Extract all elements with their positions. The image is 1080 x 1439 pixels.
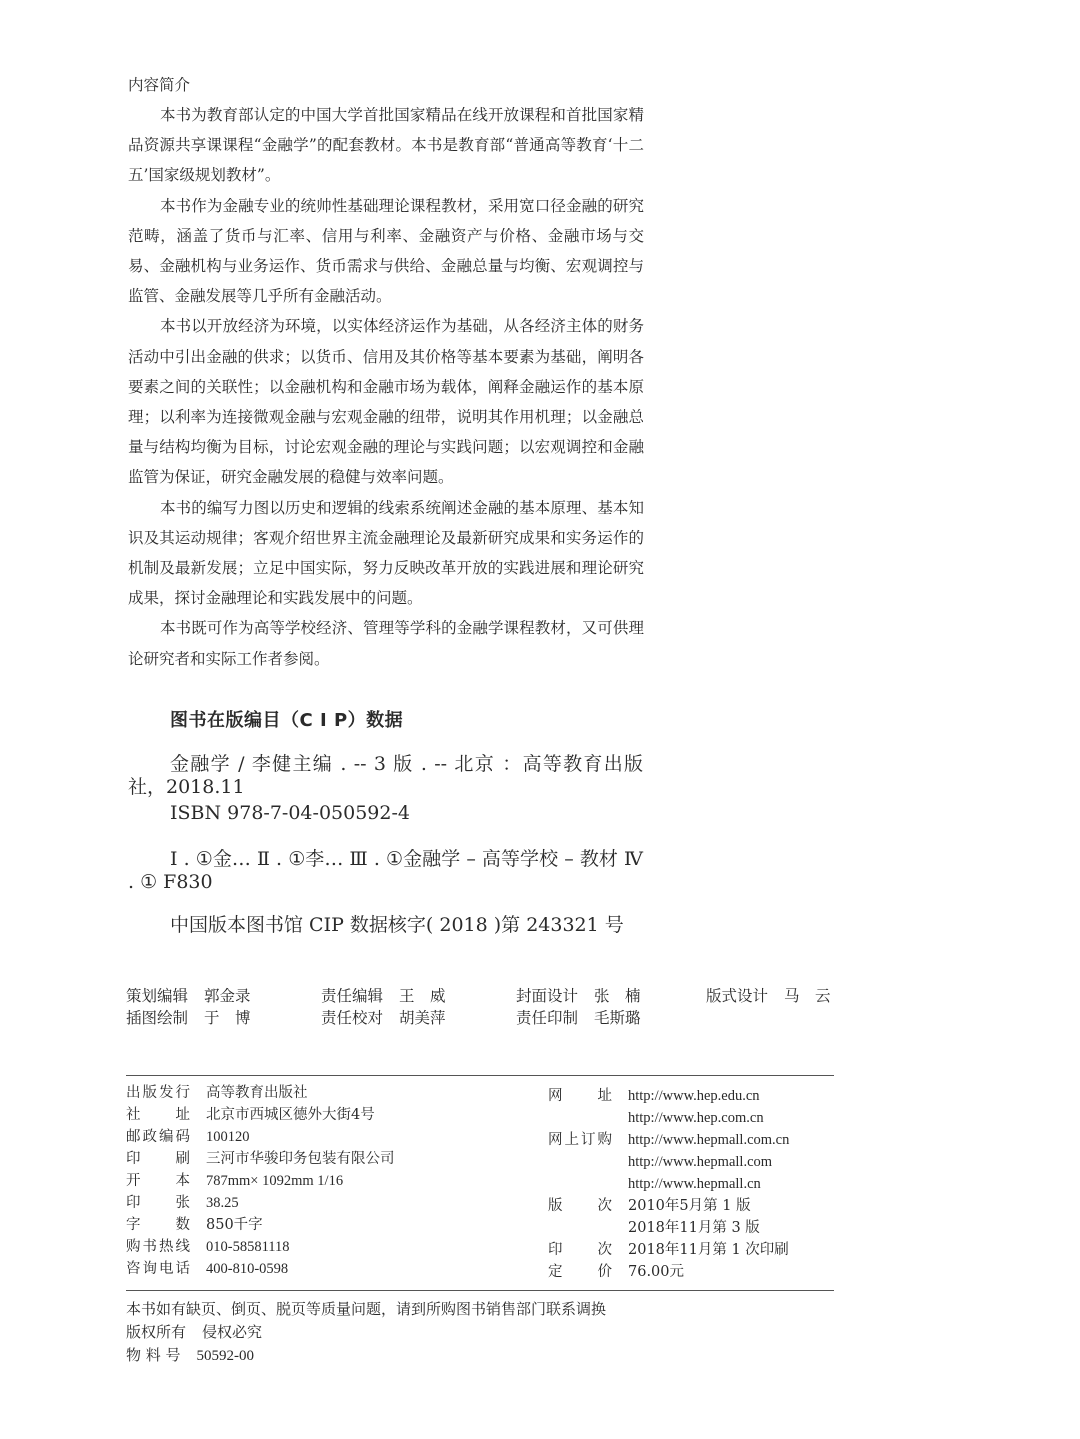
pub-row: 邮政编码 100120	[126, 1129, 250, 1145]
staff-credit: 责任编辑 王 威	[321, 987, 446, 1005]
pub-row: 咨询电话 400-810-0598	[126, 1261, 289, 1277]
website-link: http://www.hep.edu.cn	[628, 1088, 760, 1104]
summary-heading: 内容简介	[128, 76, 191, 94]
cip-isbn: ISBN 978-7-04-050592-4	[170, 802, 410, 824]
price-value: 76.00元	[628, 1264, 685, 1280]
pub-row: 社址 北京市西城区德外大街4号	[126, 1107, 375, 1123]
footer	[126, 1298, 606, 1368]
edition-label: 版次	[548, 1198, 612, 1214]
order-link: http://www.hepmall.com	[628, 1154, 773, 1170]
summary-paragraph: 本书以开放经济为环境，以实体经济运作为基础，从各经济主体的财务活动中引出金融的供求；以货币、信用及其价格等基本要素为基础，阐明各要素之间的关联性；以金融机构和金融市场为载体，阐释金融运作的基本原理；以利率为连接微观金融与宏观金融的纽带，说明其作用机理；以金融总量与结构均衡为目标，讨论宏观金融的理论与实践问题；以宏观调控和金融监管为保证，研究金融发展的稳健与效率问题。	[128, 317, 644, 487]
edition-value: 2010年5月第 1 版	[628, 1198, 751, 1214]
printing-label: 印次	[548, 1242, 612, 1258]
pub-row: 字数 850千字	[126, 1217, 263, 1233]
cip-block	[128, 706, 643, 937]
cip-verification: 中国版本图书馆 CIP 数据核字( 2018 )第 243321 号	[170, 914, 624, 936]
cip-title: 图书在版编目（C I P）数据	[170, 710, 404, 731]
printing-value: 2018年11月第 1 次印刷	[628, 1242, 789, 1258]
quality-notice: 本书如有缺页、倒页、脱页等质量问题，请到所购图书销售部门联系调换	[126, 1300, 607, 1318]
order-link: http://www.hepmall.cn	[628, 1176, 761, 1192]
divider	[126, 1075, 834, 1076]
price-label: 定价	[548, 1264, 612, 1280]
order-label: 网上订购	[548, 1132, 612, 1148]
staff-credit: 封面设计 张 楠	[516, 987, 641, 1005]
content-summary	[128, 70, 644, 674]
pub-row: 开本 787mm× 1092mm 1/16	[126, 1173, 344, 1189]
staff-credit: 责任校对 胡美萍	[321, 1009, 446, 1027]
summary-paragraph: 本书作为金融专业的统帅性基础理论课程教材，采用宽口径金融的研究范畴，涵盖了货币与汇率、信用与利率、金融资产与价格、金融市场与交易、金融机构与业务运作、货币需求与供给、金融总量与均衡、宏观调控与监管、金融发展等几乎所有金融活动。	[128, 196, 644, 306]
staff-credit: 版式设计 马 云	[706, 987, 831, 1005]
order-link: http://www.hepmall.com.cn	[628, 1132, 790, 1148]
website-link: http://www.hep.com.cn	[628, 1110, 764, 1126]
pub-row: 印张 38.25	[126, 1195, 239, 1211]
edition-value: 2018年11月第 3 版	[628, 1220, 760, 1236]
summary-paragraph: 本书的编写力图以历史和逻辑的线索系统阐述金融的基本原理、基本知识及其运动规律；客观介绍世界主流金融理论及最新研究成果和实务运作的机制及最新发展；立足中国实际，努力反映改革开放的实践进展和理论研究成果，探讨金融理论和实践发展中的问题。	[128, 498, 644, 608]
material-row: 物 料 号 50592-00	[126, 1346, 255, 1364]
staff-credit: 插图绘制 于 博	[126, 1009, 251, 1027]
summary-paragraph: 本书既可作为高等学校经济、管理等学科的金融学课程教材，又可供理论研究者和实际工作者参阅。	[128, 619, 644, 668]
pub-row: 印刷 三河市华骏印务包装有限公司	[126, 1151, 395, 1167]
website-label: 网址	[548, 1088, 612, 1104]
publication-info-left	[126, 1082, 395, 1280]
divider	[126, 1290, 834, 1291]
publication-info-right	[548, 1085, 789, 1283]
staff-credit: 策划编辑 郭金录	[126, 987, 251, 1005]
summary-paragraph: 本书为教育部认定的中国大学首批国家精品在线开放课程和首批国家精品资源共享课课程“金融学”的配套教材。本书是教育部“普通高等教育‘十二五’国家级规划教材”。	[128, 106, 644, 185]
cip-classification: Ⅰ . ①金… Ⅱ . ①李… Ⅲ . ①金融学 – 高等学校 – 教材 Ⅳ . ① F830	[128, 848, 643, 893]
rights-row: 版权所有 侵权必究	[126, 1323, 263, 1341]
pub-row: 购书热线 010-58581118	[126, 1239, 290, 1255]
cip-record: 金融学 / 李健主编 . -- 3 版 . -- 北京 ：高等教育出版社，2018.11	[128, 753, 643, 798]
pub-row: 出版发行 高等教育出版社	[126, 1085, 308, 1101]
staff-credit: 责任印制 毛斯璐	[516, 1009, 641, 1027]
